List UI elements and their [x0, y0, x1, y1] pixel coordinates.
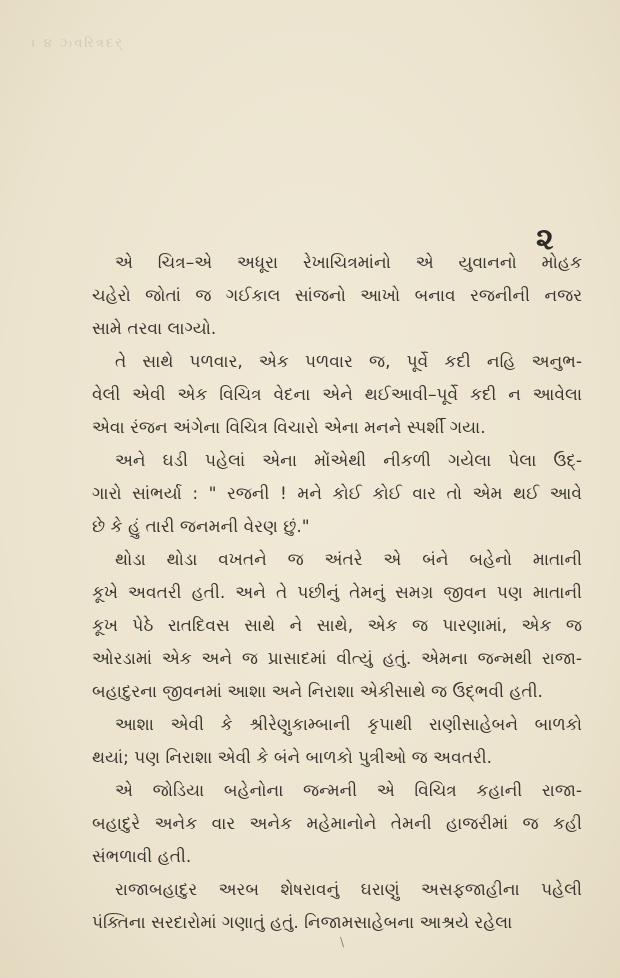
text-line: થયાં; પણ નિરાશા એવી કે બંને બાળકો પુત્રીઓ જ અવતરી.: [92, 748, 493, 768]
text-line: કૂખ પેઠે રાતદિવસ સાથે ને સાથે, એક જ પારણામાં, એક જ: [92, 616, 582, 636]
text-line: રાજાબહાદુર અરબ શેષરાવનું ઘરાણું અસફજાહીના પહેલી: [115, 880, 582, 900]
text-line: કૂખે અવતરી હતી. અને તે પછીનું તેમનું સમગ્ર જીવન પણ માતાની: [92, 583, 582, 603]
text-line: છે કે હું તારી જનમની વેરણ છું.": [92, 517, 310, 537]
paragraph: [92, 874, 582, 940]
text-line: બહાદુરના જીવનમાં આશા અને નિરાશા એકીસાથે જ ઉદ્ભવી હતી.: [92, 682, 543, 702]
paragraph: [92, 445, 582, 544]
text-line: એ ચિત્ર–એ અધૂરા રેખાચિત્રમાંનો એ યુવાનનો મોહક: [115, 253, 582, 273]
text-line: પંક્તિના સરદારોમાં ગણાતું હતું. નિજામસાહેબના આશ્રયે રહેલા: [92, 913, 513, 933]
paragraph: [92, 709, 582, 775]
text-line: ઓરડામાં એક અને જ પ્રાસાદમાં વીત્યું હતું. એમના જન્મથી રાજા-: [92, 649, 582, 669]
text-line: ચહેરો જોતાં જ ગઈકાલ સાંજનો આખો બનાવ રજનીની નજર: [92, 286, 582, 306]
running-header: । ૪ ઝ્વરિત્રદર્: [32, 36, 124, 51]
text-line: અને ઘડી પહેલાં એના મોંએથી નીકળી ગયેલા પેલા ઉદ્-: [115, 451, 582, 471]
text-line: એવા રંજન અંગેના વિચિત્ર વિચારો એના મનને સ્પર્શી ગયા.: [92, 418, 486, 438]
chapter-number: ૨: [536, 222, 554, 257]
paragraph: [92, 346, 582, 445]
page-footer-mark: \: [340, 935, 345, 949]
text-line: એ જોડિયા બહેનોના જન્મની એ વિચિત્ર કહાની રાજા-: [115, 781, 582, 801]
text-line: સંભળાવી હતી.: [92, 847, 192, 867]
text-line: આશા એવી કે શ્રીરેણુકામ્બાની કૃપાથી રાણીસાહેબને બાળકો: [115, 715, 582, 735]
text-line: વેલી એવી એક વિચિત્ર વેદના એને થઈઆવી–પૂર્વે કદી ન આવેલા: [92, 385, 582, 405]
paragraph: [92, 544, 582, 709]
paragraph: [92, 775, 582, 874]
text-line: બહાદુરે અનેક વાર અનેક મહેમાનોને તેમની હાજરીમાં જ કહી: [92, 814, 582, 834]
text-line: તે સાથે પળવાર, એક પળવાર જ, પૂર્વે કદી નહિ અનુભ-: [115, 352, 582, 372]
text-line: ગારો સાંભર્યા : " રજની ! મને કોઈ કોઈ વાર તો એમ થઈ આવે: [92, 484, 582, 504]
paragraph: [92, 247, 582, 346]
text-line: સામે તરવા લાગ્યો.: [92, 319, 217, 339]
text-line: થોડા થોડા વખતને જ અંતરે એ બંને બહેનો માતાની: [115, 550, 582, 570]
body-text: [92, 247, 582, 940]
